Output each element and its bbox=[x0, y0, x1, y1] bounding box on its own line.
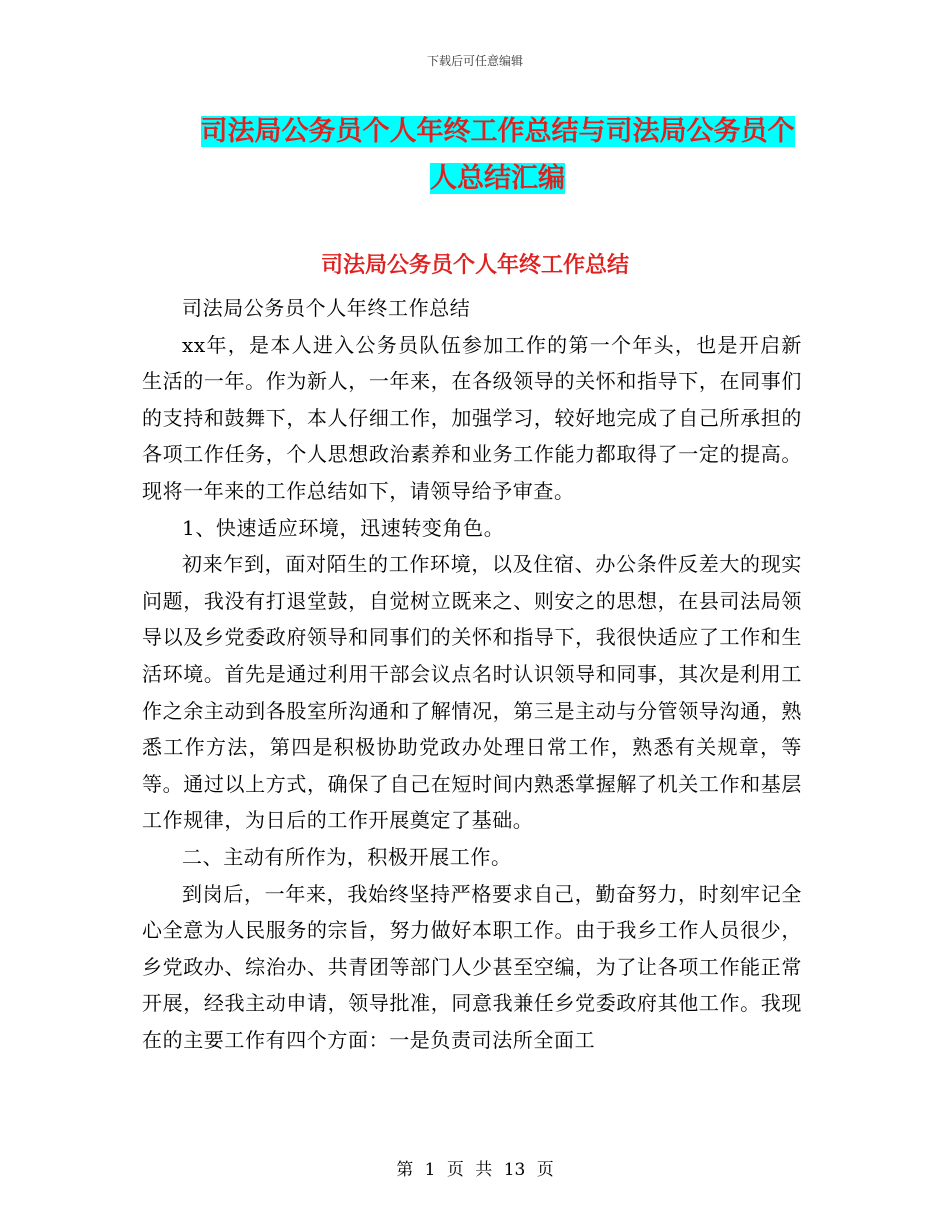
paragraph: xx年，是本人进入公务员队伍参加工作的第一个年头，也是开启新生活的一年。作为新人，一年来，在各级领导的关怀和指导下，在同事们的支持和鼓舞下，本人仔细工作，加强学习，较好地完成了自己所承担的各项工作任务，个人思想政治素养和业务工作能力都取得了一定的提高。现将一年来的工作总结如下，请领导给予审查。 bbox=[142, 332, 802, 503]
main-title bbox=[190, 108, 805, 202]
paragraph: 二、主动有所作为，积极开展工作。 bbox=[182, 844, 512, 869]
section-title: 司法局公务员个人年终工作总结 bbox=[320, 253, 629, 278]
main-title-text: 司法局公务员个人年终工作总结与司法局公务员个人总结汇编 bbox=[200, 116, 795, 194]
page-footer: 第 1 页 共 13 页 bbox=[396, 1160, 554, 1180]
paragraph: 1、快速适应环境，迅速转变角色。 bbox=[182, 515, 505, 540]
header-note: 下载后可任意编辑 bbox=[426, 54, 523, 68]
paragraph: 初来乍到，面对陌生的工作环境，以及住宿、办公条件反差大的现实问题，我没有打退堂鼓，自觉树立既来之、则安之的思想，在县司法局领导以及乡党委政府领导和同事们的关怀和指导下，我很快适应了工作和生活环境。首先是通过利用干部会议点名时认识领导和同事，其次是利用工作之余主动到各股室所沟通和了解情况，第三是主动与分管领导沟通，熟悉工作方法，第四是积极协助党政办处理日常工作，熟悉有关规章，等等。通过以上方式，确保了自己在短时间内熟悉掌握解了机关工作和基层工作规律，为日后的工作开展奠定了基础。 bbox=[142, 552, 802, 833]
body-text bbox=[142, 290, 802, 1058]
paragraph: 司法局公务员个人年终工作总结 bbox=[182, 296, 471, 320]
paragraph: 到岗后，一年来，我始终坚持严格要求自己，勤奋努力，时刻牢记全心全意为人民服务的宗旨，努力做好本职工作。由于我乡工作人员很少，乡党政办、综治办、共青团等部门人少甚至空编，为了让各项工作能正常开展，经我主动申请，领导批准，同意我兼任乡党委政府其他工作。我现在的主要工作有四个方面：一是负责司法所全面工 bbox=[142, 881, 802, 1052]
